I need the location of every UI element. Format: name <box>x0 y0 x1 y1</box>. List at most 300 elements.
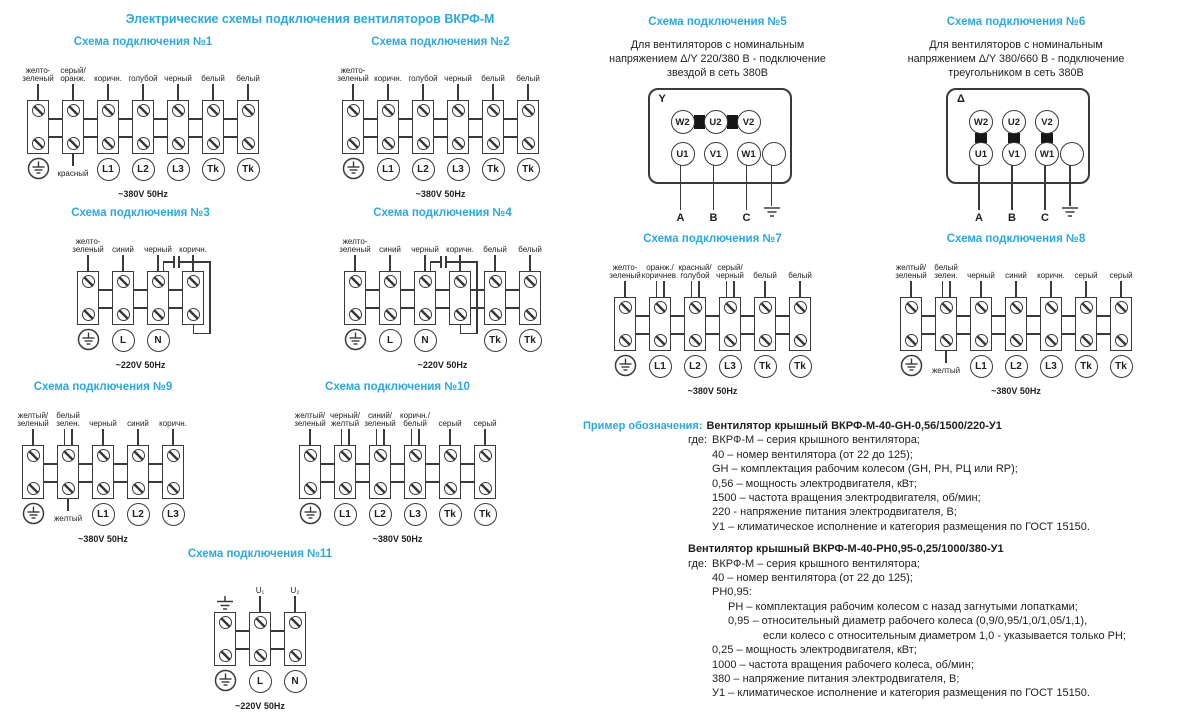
wire-label-line: белый <box>483 245 507 255</box>
terminal-below <box>614 351 636 385</box>
screw-icon <box>304 482 317 495</box>
neutral-terminal <box>1060 142 1084 166</box>
wire-leads <box>182 255 204 271</box>
wire-line <box>192 255 194 271</box>
wire-label-line: синий/ <box>367 410 393 420</box>
terminal-circle: L <box>112 329 135 352</box>
description-line: напряжением Δ/Y 380/660 В - подключение <box>907 53 1125 65</box>
wire-leads <box>614 281 636 297</box>
capacitor-wire <box>460 325 462 334</box>
scheme-title: Схема подключения №8 <box>946 233 1086 245</box>
terminal-circle: L3 <box>1040 355 1063 378</box>
terminal-block <box>484 229 506 359</box>
wire-label-line: зеленый <box>337 74 369 84</box>
terminal-body <box>684 297 706 351</box>
wire-line <box>212 84 214 100</box>
ground-terminal-icon <box>614 354 637 377</box>
wire-label-line: синий <box>127 419 149 429</box>
description-line: Для вентиляторов с номинальным <box>929 39 1103 51</box>
wire-color-label <box>128 58 158 84</box>
screw-icon <box>454 308 467 321</box>
screw-icon <box>479 482 492 495</box>
screw-icon <box>382 137 395 150</box>
terminal-below <box>484 325 506 359</box>
wire-color-label <box>330 403 360 429</box>
screw-icon <box>97 449 110 462</box>
wire-label-line: белый <box>753 271 777 281</box>
wire-line <box>457 84 459 100</box>
capacitor-icon <box>445 256 447 268</box>
wire-leads <box>62 84 84 100</box>
star-bridge-icon <box>727 115 738 129</box>
wire-color-label <box>895 255 927 281</box>
ground-icon <box>1061 207 1079 219</box>
terminal-below <box>439 499 461 533</box>
terminal-block <box>1075 255 1097 385</box>
wire-label-line: черный <box>444 74 472 84</box>
wire-line <box>177 84 179 100</box>
wire-line <box>341 429 343 445</box>
screw-icon <box>67 137 80 150</box>
capacitor-wire <box>460 333 478 335</box>
wire-label-line: желто- <box>612 262 638 272</box>
example-1-lines <box>712 433 1184 534</box>
scheme-title: Схема подключения №4 <box>373 207 512 219</box>
screw-icon <box>487 137 500 150</box>
ground-terminal-icon <box>22 502 45 525</box>
terminal-circle: L1 <box>377 158 400 181</box>
motor-terminal: W1 <box>1035 142 1059 166</box>
wire-color-label <box>967 255 995 281</box>
wire-color-label <box>439 403 461 429</box>
wire-line <box>102 429 104 445</box>
terminal-below <box>127 499 149 533</box>
phase-label: B <box>1008 212 1016 224</box>
wire-color-label <box>678 255 712 281</box>
wire-leads <box>162 429 184 445</box>
screw-icon <box>444 449 457 462</box>
phase-lead-line <box>1044 164 1046 210</box>
screw-icon <box>289 649 302 662</box>
wire-leads <box>935 281 957 297</box>
wire-leads <box>379 255 401 271</box>
wire-line <box>294 596 296 612</box>
terminal-circle: L1 <box>970 355 993 378</box>
wire-line <box>726 281 728 297</box>
terminal-block <box>364 403 396 533</box>
wire-line <box>624 281 626 297</box>
screw-icon <box>82 308 95 321</box>
page-title: Электрические схемы подключения вентиляторов ВКРФ-М <box>125 12 495 26</box>
wire-label-line: коричн. <box>374 74 402 84</box>
terminal-below <box>970 351 992 385</box>
voltage-label: ~220V 50Hz <box>417 360 468 370</box>
ground-icon <box>763 207 781 219</box>
screw-icon <box>347 137 360 150</box>
example-line: 220 - напряжение питания электродвигателя, В; <box>712 506 957 519</box>
wire-line <box>424 255 426 271</box>
wire-color-label <box>72 229 104 255</box>
wire-leads <box>27 84 49 100</box>
terminal-circle: Tk <box>439 503 462 526</box>
screw-icon <box>409 482 422 495</box>
wire-label-line: белый <box>236 74 260 84</box>
capacitor-wire <box>430 261 432 271</box>
terminal-body <box>77 271 99 325</box>
wire-leads <box>1075 281 1097 297</box>
wire-color-label <box>337 58 369 84</box>
terminal-block <box>517 58 539 188</box>
terminal-body <box>22 445 44 499</box>
wire-leads <box>519 255 541 271</box>
terminal-below <box>27 154 49 188</box>
terminal-body <box>27 100 49 154</box>
wiring-scheme-8 <box>895 233 1133 396</box>
terminal-below <box>77 325 99 359</box>
terminal-block <box>237 58 259 188</box>
terminal-circle: L <box>379 329 402 352</box>
wire-label-line: белый <box>516 74 540 84</box>
example-line: 1000 – частота вращения рабочего колеса, об/мин; <box>712 658 974 671</box>
wire-line <box>691 281 693 297</box>
terminal-block <box>112 229 134 359</box>
wire-label-line: белый <box>481 74 505 84</box>
screw-icon <box>117 275 130 288</box>
wire-line <box>529 255 531 271</box>
example-line: если колесо с относительным диаметром 1,0 - указывается только РН; <box>763 629 1126 642</box>
wire-label-line: серый <box>473 419 497 429</box>
motor-terminal: U1 <box>969 142 993 166</box>
star-bridge-icon <box>694 115 705 129</box>
voltage-label: ~220V 50Hz <box>115 360 166 370</box>
screw-icon <box>132 482 145 495</box>
wire-line <box>71 429 73 445</box>
wire-line <box>142 84 144 100</box>
wire-leads <box>127 429 149 445</box>
wire-label-line: черный <box>716 271 744 281</box>
ground-terminal-icon <box>342 157 365 180</box>
terminal-below <box>22 499 44 533</box>
ground-lead-line <box>771 164 773 206</box>
wire-label-line: коричн. <box>159 419 187 429</box>
wire-label-line: синий <box>379 245 401 255</box>
wire-color-label <box>935 255 957 281</box>
terminal-body <box>517 100 539 154</box>
wire-label-line: зеленый <box>72 245 104 255</box>
terminal-block <box>294 403 326 533</box>
terminal-below <box>344 325 366 359</box>
voltage-label: ~380V 50Hz <box>415 189 466 199</box>
terminal-circle: N <box>414 329 437 352</box>
screw-icon <box>172 137 185 150</box>
scheme-title: Схема подключения №10 <box>325 381 470 393</box>
wire-line <box>910 281 912 297</box>
screw-icon <box>522 104 535 117</box>
bus-rail <box>88 289 193 291</box>
wire-label-line: коричн. <box>446 245 474 255</box>
screw-icon <box>654 334 667 347</box>
screw-icon <box>759 301 772 314</box>
terminal-body <box>447 100 469 154</box>
terminal-below <box>342 154 364 188</box>
wire-line <box>172 429 174 445</box>
terminal-circle: N <box>147 329 170 352</box>
wire-leads <box>719 281 741 297</box>
capacitor-wire <box>447 261 477 263</box>
wire-line <box>348 429 350 445</box>
terminal-below <box>789 351 811 385</box>
wire-label-line: коричн. <box>179 245 207 255</box>
phase-label: C <box>742 212 751 224</box>
wire-line <box>733 281 735 297</box>
terminal-body <box>249 612 271 666</box>
terminal-strip <box>337 58 540 188</box>
terminal-block <box>72 229 104 359</box>
wire-label-line: желтый/ <box>895 262 927 272</box>
wire-label-line: красный/ <box>678 262 712 272</box>
wire-leads <box>22 429 44 445</box>
motor-terminal-box-area <box>623 88 813 230</box>
wire-leads <box>249 596 271 612</box>
wire-line <box>663 281 665 297</box>
screw-icon <box>905 334 918 347</box>
wire-leads <box>970 281 992 297</box>
terminal-body <box>214 612 236 666</box>
wire-label-line: коричн. <box>1037 271 1065 281</box>
screw-icon <box>374 449 387 462</box>
wire-leads <box>414 255 436 271</box>
terminal-circle: L2 <box>369 503 392 526</box>
terminal-body <box>414 271 436 325</box>
terminal-body <box>614 297 636 351</box>
example-line: 40 – номер вентилятора (от 22 до 125); <box>712 448 913 461</box>
wire-leads <box>789 281 811 297</box>
wire-color-label <box>164 58 192 84</box>
screw-icon <box>905 301 918 314</box>
designation-example <box>583 419 1184 701</box>
capacitor-wire <box>209 261 211 334</box>
wire-leads <box>112 255 134 271</box>
wire-line <box>764 281 766 297</box>
wire-color-label <box>519 229 541 255</box>
terminal-body <box>1040 297 1062 351</box>
wire-label-line: белый <box>788 271 812 281</box>
capacitor-wire <box>163 261 174 263</box>
scheme-description <box>882 38 1150 80</box>
wire-label-line: желтый/ <box>294 410 326 420</box>
screw-icon <box>479 449 492 462</box>
wire-line <box>1015 281 1017 297</box>
wire-color-label <box>446 229 474 255</box>
terminal-body <box>935 297 957 351</box>
wire-label-line: серый <box>1109 271 1133 281</box>
terminal-body <box>484 271 506 325</box>
wire-line <box>1085 281 1087 297</box>
example-label: Пример обозначения: <box>583 420 703 432</box>
wiring-scheme-7 <box>609 233 812 396</box>
screw-icon <box>384 275 397 288</box>
wire-color-label: желтый <box>53 514 83 523</box>
screw-icon <box>152 275 165 288</box>
wire-line <box>37 84 39 100</box>
capacitor-icon <box>173 256 175 268</box>
terminal-body <box>379 271 401 325</box>
wiring-scheme-11 <box>187 548 333 711</box>
motor-terminal: W2 <box>671 110 695 134</box>
description-line: треугольником в сеть 380В <box>948 67 1084 79</box>
wire-label-line: зелен. <box>56 419 80 429</box>
terminal-body <box>344 271 366 325</box>
terminal-below <box>900 351 922 385</box>
terminal-block <box>330 403 360 533</box>
wire-color-label <box>400 403 430 429</box>
screw-icon <box>347 104 360 117</box>
terminal-below <box>249 666 271 700</box>
terminal-body <box>1075 297 1097 351</box>
wire-line <box>459 255 461 271</box>
terminal-below <box>167 154 189 188</box>
wire-label-line: черный <box>411 245 439 255</box>
example-1-title: Вентилятор крышный ВКРФ-М-40-GH-0,56/1500/220-У1 <box>706 420 1002 432</box>
terminal-block <box>444 58 472 188</box>
terminal-body <box>112 271 134 325</box>
wire-label-line: серый/ <box>717 262 743 272</box>
motor-terminal: V2 <box>1035 110 1059 134</box>
terminal-block <box>895 255 927 385</box>
where-label: где: <box>688 557 708 570</box>
wiring-scheme-2 <box>337 36 540 199</box>
terminal-below <box>482 154 504 188</box>
terminal-below <box>53 499 83 533</box>
wire-leads <box>449 255 471 271</box>
example-line: У1 – климатическое исполнение и категория размещения по ГОСТ 15150. <box>712 520 1090 533</box>
example-line: 0,56 – мощность электродвигателя, кВт; <box>712 477 917 490</box>
wire-color-label <box>112 229 134 255</box>
terminal-circle: Tk <box>517 158 540 181</box>
screw-icon <box>419 308 432 321</box>
screw-icon <box>27 449 40 462</box>
screw-icon <box>32 137 45 150</box>
screw-icon <box>1080 301 1093 314</box>
wire-leads <box>439 429 461 445</box>
terminal-body <box>900 297 922 351</box>
wiring-scheme-5 <box>585 16 850 230</box>
scheme-description <box>585 38 850 80</box>
terminal-strip <box>294 403 497 533</box>
wire-label-line: черный <box>967 271 995 281</box>
terminal-block <box>474 403 496 533</box>
wire-line <box>484 429 486 445</box>
terminal-block <box>249 570 271 700</box>
screw-icon <box>1045 334 1058 347</box>
wire-leads <box>484 255 506 271</box>
terminal-body <box>202 100 224 154</box>
screw-icon <box>1115 301 1128 314</box>
terminal-block <box>482 58 504 188</box>
terminal-block <box>967 255 995 385</box>
terminal-circle: Tk <box>1110 355 1133 378</box>
wire-line <box>157 255 159 271</box>
terminal-block <box>1110 255 1132 385</box>
wire-label-line: черный <box>144 245 172 255</box>
wire-color-label <box>408 58 438 84</box>
ground-icon <box>215 596 235 612</box>
terminal-body <box>970 297 992 351</box>
wire-label-line: U₂ <box>290 586 300 596</box>
wire-leads <box>404 429 426 445</box>
screw-icon <box>619 334 632 347</box>
wire-leads <box>299 429 321 445</box>
wire-color-label <box>641 255 679 281</box>
neutral-terminal <box>762 142 786 166</box>
screw-icon <box>452 137 465 150</box>
terminal-body <box>162 445 184 499</box>
terminal-below <box>237 154 259 188</box>
wire-leads <box>237 84 259 100</box>
wire-color-label <box>379 229 401 255</box>
motor-terminal: W2 <box>969 110 993 134</box>
screw-icon <box>167 449 180 462</box>
wire-leads <box>482 84 504 100</box>
wire-color-label <box>89 403 117 429</box>
terminal-body <box>789 297 811 351</box>
screw-icon <box>382 104 395 117</box>
wire-line <box>411 429 413 445</box>
screw-icon <box>289 616 302 629</box>
terminal-block <box>678 255 712 385</box>
wire-color-label <box>127 403 149 429</box>
terminal-block <box>789 255 811 385</box>
screw-icon <box>724 301 737 314</box>
terminal-block <box>641 255 679 385</box>
terminal-strip <box>214 570 306 700</box>
bus-rail <box>88 307 193 309</box>
wiring-scheme-10 <box>294 381 497 544</box>
screw-icon <box>452 104 465 117</box>
screw-icon <box>67 104 80 117</box>
wire-leads <box>447 84 469 100</box>
terminal-block <box>159 403 187 533</box>
ground-terminal-icon <box>299 502 322 525</box>
scheme-title: Схема подключения №1 <box>73 36 213 48</box>
screw-icon <box>794 301 807 314</box>
wire-label-line: зеленый <box>895 271 927 281</box>
wire-leads <box>1040 281 1062 297</box>
screw-icon <box>454 275 467 288</box>
terminal-below <box>1110 351 1132 385</box>
terminal-block <box>519 229 541 359</box>
terminal-block <box>374 58 402 188</box>
screw-icon <box>97 482 110 495</box>
screw-icon <box>132 449 145 462</box>
wire-color-label <box>159 403 187 429</box>
wire-line <box>376 429 378 445</box>
terminal-below <box>97 154 119 188</box>
motor-terminal: V1 <box>704 142 728 166</box>
terminal-below <box>132 154 154 188</box>
wire-label-line: желто- <box>25 65 51 75</box>
wire-label-line: коричн./ <box>400 410 430 420</box>
terminal-block <box>164 58 192 188</box>
terminal-below <box>284 666 306 700</box>
wire-label-line: серый <box>1074 271 1098 281</box>
terminal-circle: L2 <box>1005 355 1028 378</box>
wire-label-line: зеленый <box>339 245 371 255</box>
screw-icon <box>62 482 75 495</box>
screw-icon <box>207 137 220 150</box>
screw-icon <box>374 482 387 495</box>
ground-lead-line <box>1069 164 1071 206</box>
